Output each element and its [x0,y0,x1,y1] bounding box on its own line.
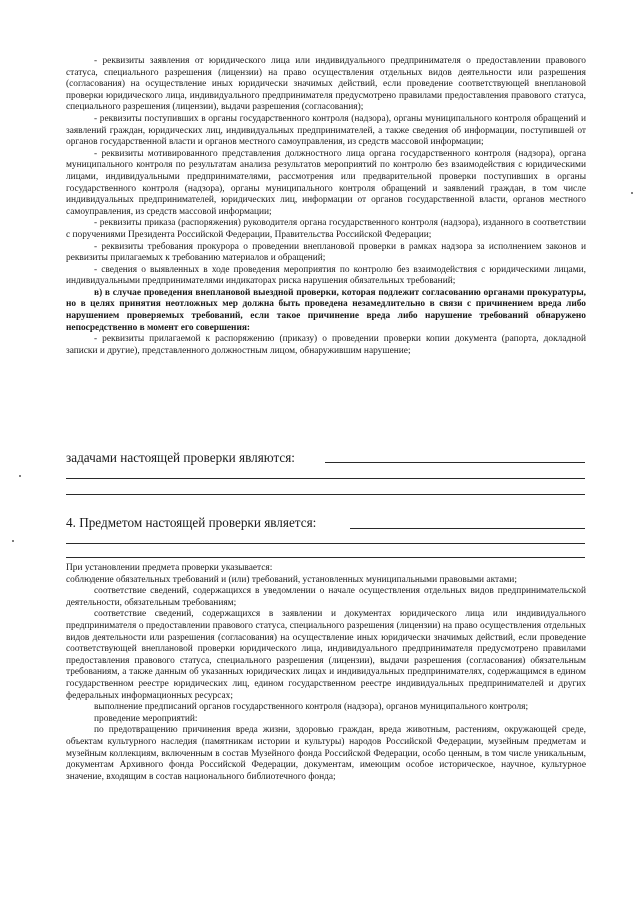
subject-heading [66,514,316,532]
paragraph-application-requisites: - реквизиты заявления от юридического лица или индивидуального предпринимателя о предоставлении правового статуса, специального разрешения (лицензии) на право осуществления отдельных видов деятельности или разрешения (согласования) на осуществление иных юридически значимых действий, если проведение соответствующей внеплановой проверки юридического лица, индивидуального предпринимателя предусмотрено правилами предоставления правового статуса, специального разрешения (лицензии), выдачи разрешения (согласования); [66,56,586,113]
paragraph-appeals-requisites: - реквизиты поступивших в органы государственного контроля (надзора), органы муниципального контроля обращений и заявлений граждан, юридических лиц, индивидуальных предпринимателей, а также сведения об информации, поступившей от органов государственной власти и органов местного самоуправления, из средств массовой информации; [66,113,586,148]
paragraph-risk-indicators: - сведения о выявленных в ходе проведения мероприятия по контролю без взаимодействия с юридическими лицами, индивидуальными предпринимателями индикаторах риска нарушения обязательных требований; [66,264,586,287]
paragraph-documents-compliance: соответствие сведений, содержащихся в заявлении и документах юридического лица или индивидуального предпринимателя о предоставлении правового статуса, специального разрешения (лицензии) на право осуществления отдельных видов деятельности или разрешения (согласования) на осуществление иных юридически значимых действий, если проведение соответствующей внеплановой проверки юридического лица, индивидуального предпринимателя предусмотрено правилами предоставления правового статуса, специального разрешения (лицензии), выдачи разрешения (согласования) обязательным требованиям, а также данным об указанных юридических лицах и индивидуальных предпринимателях, содержащимся в едином государственном реестре юридических лиц, едином государственном реестре индивидуальных предпринимателей и других федеральных информационных ресурсах; [66,609,586,701]
subject-fill-line-3 [66,557,585,558]
paragraph-activities: проведение мероприятий: [94,713,198,724]
paragraph-motivated-representation: - реквизиты мотивированного представления должностного лица органа государственного контроля (надзора), органа муниципального контроля по результатам анализа результатов мероприятий по контролю без взаимодействия с юридическими лицами, индивидуальными предпринимателями, рассмотрения или предварительной проверки поступивших в органы государственного контроля (надзора), органы муниципального контроля обращений и заявлений граждан, в том числе индивидуальных предпринимателей, юридических лиц, информации от органов государственной власти, органов местного самоуправления, из средств массовой информации; [66,148,586,217]
tasks-fill-line-1 [325,462,585,463]
tasks-fill-line-2 [66,478,585,479]
paragraph-harm-prevention: по предотвращению причинения вреда жизни, здоровью граждан, вреда животным, растениям, окружающей среде, объектам культурного наследия (памятникам истории и культуры) народов Российской Федерации, музейным предметам и музейным коллекциям, включенным в состав Музейного фонда Российской Федерации, особо ценным, в том числе уникальным, документам Архивного фонда Российской Федерации, документам, имеющим особое историческое, научное, культурное значение, входящим в состав национального библиотечного фонда; [66,725,586,782]
subject-label: 4. Предметом настоящей проверки является: [66,515,317,530]
tasks-heading [66,449,295,467]
paragraph-order-requisites: - реквизиты приказа (распоряжения) руководителя органа государственного контроля (надзора), изданного в соответствии с поручениями Президента Российской Федерации, Правительства Российской Федерации; [66,218,586,240]
paragraph-compliance: соблюдение обязательных требований и (или) требований, установленных муниципальными правовыми актами; [66,574,517,585]
subject-fill-line-2 [66,543,585,544]
bottom-intro: При установлении предмета проверки указывается: [66,563,273,573]
paragraph-attached-copy: - реквизиты прилагаемой к распоряжению (приказу) о проведении проверки копии документа (рапорта, докладной записки и другие), представленного должностным лицом, обнаружившим нарушение; [66,334,586,356]
scan-speck [19,475,21,477]
paragraph-prosecutor-requirement: - реквизиты требования прокурора о проведении внеплановой проверки в рамках надзора за исполнением законов и реквизиты прилагаемых к требованию материалов и обращений; [66,241,586,264]
paragraph-notification-compliance: соответствие сведений, содержащихся в уведомлении о начале осуществления отдельных видов предпринимательской деятельности, обязательным требованиям; [66,586,586,608]
top-section [66,56,586,357]
scan-speck [631,192,633,194]
paragraph-unscheduled-inspection: в) в случае проведения внеплановой выездной проверки, которая подлежит согласованию органами прокуратуры, но в целях принятия неотложных мер должна быть проведена незамедлительно в связи с причинением вреда либо нарушением проверяемых требований, если такое причинение вреда либо нарушение требований обнаружено непосредственно в момент его совершения: [66,287,586,333]
bottom-section [66,563,586,783]
scan-speck [12,540,14,542]
tasks-fill-line-3 [66,494,585,495]
paragraph-prescriptions: выполнение предписаний органов государственного контроля (надзора), органов муниципального контроля; [94,702,529,713]
subject-fill-line-1 [350,528,585,529]
tasks-label: задачами настоящей проверки являются: [66,450,295,465]
